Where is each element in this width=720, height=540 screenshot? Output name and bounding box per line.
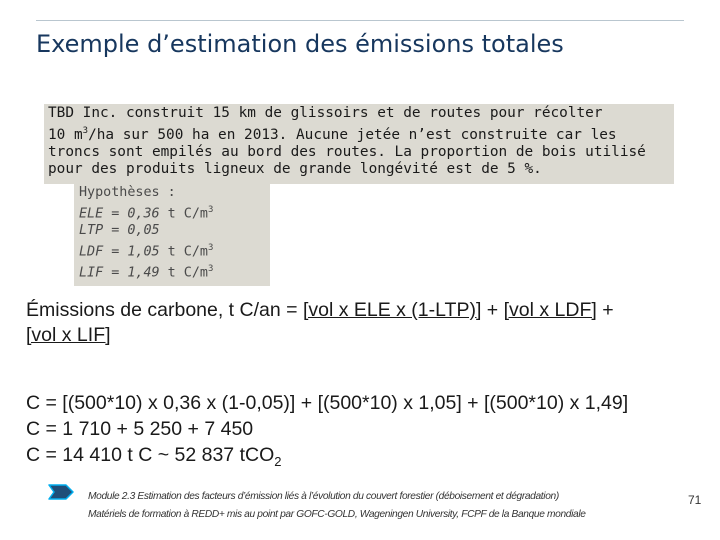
hypothesis-ele-sup: 3: [208, 204, 214, 215]
scenario-line-2-post: /ha sur 500 ha en 2013. Aucune jetée n’est construite car les: [88, 126, 617, 143]
footer-credits-line: Matériels de formation à REDD+ mis au point par GOFC-GOLD, Wageningen University, FCPF de la Banque mondiale: [88, 509, 586, 520]
calculation-line-3-main: C = 14 410 t C ~ 52 837 tCO: [26, 444, 275, 466]
calculation-line-3-sub: 2: [274, 453, 282, 469]
scenario-line-2: [48, 123, 670, 144]
formula-plus-2: +: [596, 299, 614, 321]
page-number: 71: [688, 493, 702, 507]
hypothesis-ltp: [79, 223, 265, 240]
hypothesis-ele-value: ELE = 0,36: [79, 206, 160, 222]
footer-module-line: Module 2.3 Estimation des facteurs d’émission liés à l’évolution du couvert forestier (déboisement et dégradation): [88, 491, 559, 502]
formula-term-lif: [vol x LIF]: [26, 324, 111, 346]
calculation-line-3: [26, 442, 716, 475]
scenario-line-1: TBD Inc. construit 15 km de glissoirs et de routes pour récolter: [48, 105, 603, 121]
hypothesis-ldf-value: LDF = 1,05: [79, 244, 160, 260]
hypothesis-ldf-sup: 3: [208, 242, 214, 253]
footer-text: [88, 488, 700, 524]
scenario-line-2-sup: 3: [82, 125, 89, 136]
hypothesis-lif-sup: 3: [208, 264, 214, 275]
scenario-box: [44, 104, 674, 184]
scenario-line-3: troncs sont empilés au bord des routes. La proportion de bois utilisé: [48, 143, 646, 160]
calculation-block: [26, 390, 716, 475]
hypotheses-box: [74, 184, 270, 286]
calculation-line-2: C = 1 710 + 5 250 + 7 450: [26, 418, 254, 440]
scenario-line-2-pre: 10 m: [48, 126, 83, 143]
hypothesis-lif: [79, 261, 265, 282]
formula-term-ele: [vol x ELE x (1-LTP)]: [302, 299, 482, 321]
hypotheses-heading: Hypothèses :: [79, 185, 176, 200]
hypothesis-lif-unit: t C/m: [159, 265, 208, 281]
emissions-formula: [26, 298, 696, 348]
hypothesis-ele-unit: t C/m: [159, 206, 208, 222]
scenario-line-4: pour des produits ligneux de grande longévité est de 5 %.: [48, 161, 542, 178]
arrow-right-icon: [48, 484, 74, 500]
formula-term-ldf: [vol x LDF]: [503, 299, 597, 321]
hypothesis-ltp-value: LTP = 0,05: [79, 223, 160, 239]
hypothesis-lif-value: LIF = 1,49: [79, 265, 160, 281]
hypothesis-ldf: [79, 240, 265, 261]
slide-title: Exemple d’estimation des émissions totales: [36, 30, 564, 58]
hypothesis-ele: [79, 202, 265, 223]
calculation-line-1: C = [(500*10) x 0,36 x (1-0,05)] + [(500*10) x 1,05] + [(500*10) x 1,49]: [26, 392, 629, 414]
formula-prefix: Émissions de carbone, t C/an =: [26, 299, 303, 321]
hypothesis-ldf-unit: t C/m: [159, 244, 208, 260]
formula-plus-1: +: [481, 299, 504, 321]
top-rule: [36, 20, 684, 21]
